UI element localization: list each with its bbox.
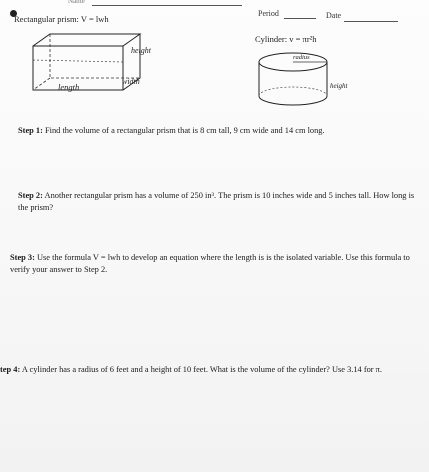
cylinder-radius-label: radius [293, 54, 310, 61]
rectangular-prism-diagram [28, 30, 168, 100]
step-3-text: Use the formula V = lwh to develop an equation where the length is is the isolated variable. Use this formula to verify your answer to Step 2. [10, 253, 410, 274]
prism-width-label: width [122, 77, 140, 86]
period-line [284, 18, 316, 19]
step-4-label: tep 4: [0, 365, 21, 374]
step-3 [10, 252, 422, 276]
period-label: Period [258, 9, 279, 18]
cylinder-diagram [255, 48, 355, 108]
cylinder-formula: Cylinder: v = πr²h [255, 34, 317, 44]
prism-height-label: height [131, 46, 151, 55]
step-2-label: Step 2: [18, 191, 43, 200]
prism-length-label: length [58, 82, 80, 92]
step-2-text: Another rectangular prism has a volume of 250 in³. The prism is 10 inches wide and 5 inches tall. How long is the prism? [18, 191, 415, 212]
step-1-label: Step 1: [18, 126, 43, 135]
step-1-text: Find the volume of a rectangular prism that is 8 cm tall, 9 cm wide and 14 cm long. [45, 126, 325, 135]
step-4-text: A cylinder has a radius of 6 feet and a height of 10 feet. What is the volume of the cylinder? Use 3.14 for π. [21, 365, 383, 374]
name-label: Name [68, 0, 85, 5]
date-label: Date [326, 11, 342, 20]
cylinder-height-label: height [330, 82, 348, 90]
name-line [92, 5, 242, 6]
prism-formula: Rectangular prism: V = lwh [14, 14, 109, 24]
step-1 [18, 125, 418, 137]
step-4 [0, 364, 425, 376]
date-line [344, 21, 398, 22]
step-3-label: Step 3: [10, 253, 35, 262]
step-2 [18, 190, 423, 214]
